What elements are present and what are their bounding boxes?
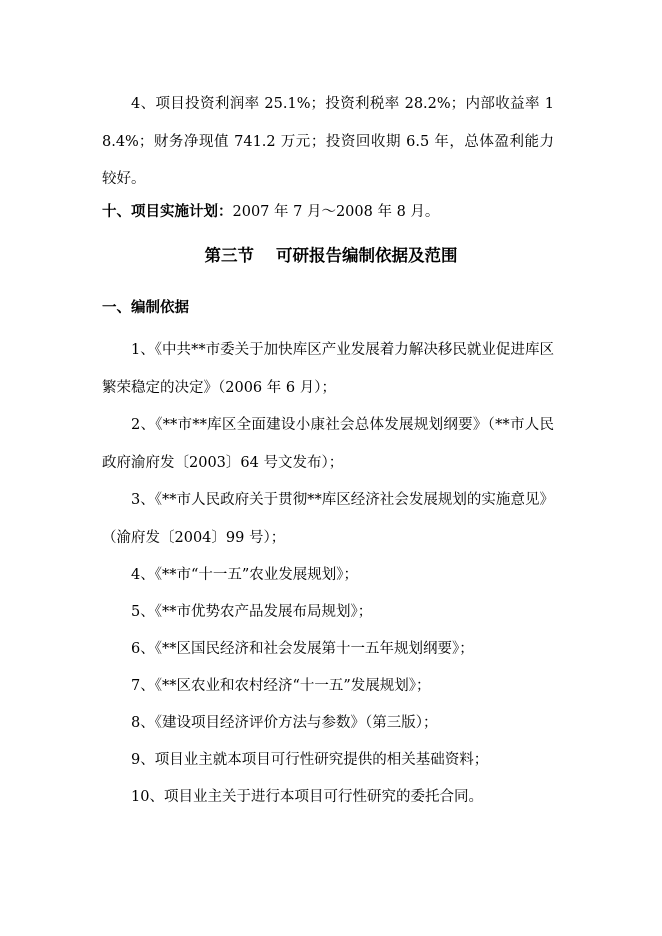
basis-item-4: 4、《**市“十一五”农业发展规划》； bbox=[131, 567, 359, 583]
basis-item-2: 2、《**市**库区全面建设小康社会总体发展规划纲要》（**市人民政府渝府发〔2003〕64 号文发布）； bbox=[102, 417, 554, 471]
basis-item-8: 8、《建设项目经济评价方法与参数》（第三版）； bbox=[131, 715, 438, 731]
subheading-basis: 一、编制依据 bbox=[102, 299, 189, 316]
basis-item-9: 9、项目业主就本项目可行性研究提供的相关基础资料； bbox=[131, 752, 489, 768]
implementation-plan-value: 2007 年 7 月～2008 年 8 月。 bbox=[232, 204, 440, 220]
basis-item-5: 5、《**市优势农产品发展布局规划》； bbox=[131, 604, 373, 620]
basis-item-1: 1、《中共**市委关于加快库区产业发展着力解决移民就业促进库区繁荣稳定的决定》（2006 年 6 月）； bbox=[102, 342, 554, 396]
basis-item-6: 6、《**区国民经济和社会发展第十一五年规划纲要》； bbox=[131, 641, 474, 657]
implementation-plan-line bbox=[102, 200, 562, 224]
basis-item-3: 3、《**市人民政府关于贯彻**库区经济社会发展规划的实施意见》（渝府发〔2004〕99 号）； bbox=[102, 492, 554, 546]
investment-returns-paragraph: 4、项目投资利润率 25.1%；投资利税率 28.2%；内部收益率 18.4%；财务净现值 741.2 万元；投资回收期 6.5 年，总体盈利能力较好。 bbox=[102, 96, 554, 187]
section-heading bbox=[0, 244, 662, 268]
section-title: 可研报告编制依据及范围 bbox=[276, 246, 458, 265]
basis-item-10: 10、项目业主关于进行本项目可行性研究的委托合同。 bbox=[131, 789, 483, 805]
implementation-plan-label: 十、项目实施计划： bbox=[102, 203, 233, 220]
section-number: 第三节 bbox=[204, 246, 254, 265]
basis-item-7: 7、《**区农业和农村经济“十一五”发展规划》； bbox=[131, 678, 431, 694]
